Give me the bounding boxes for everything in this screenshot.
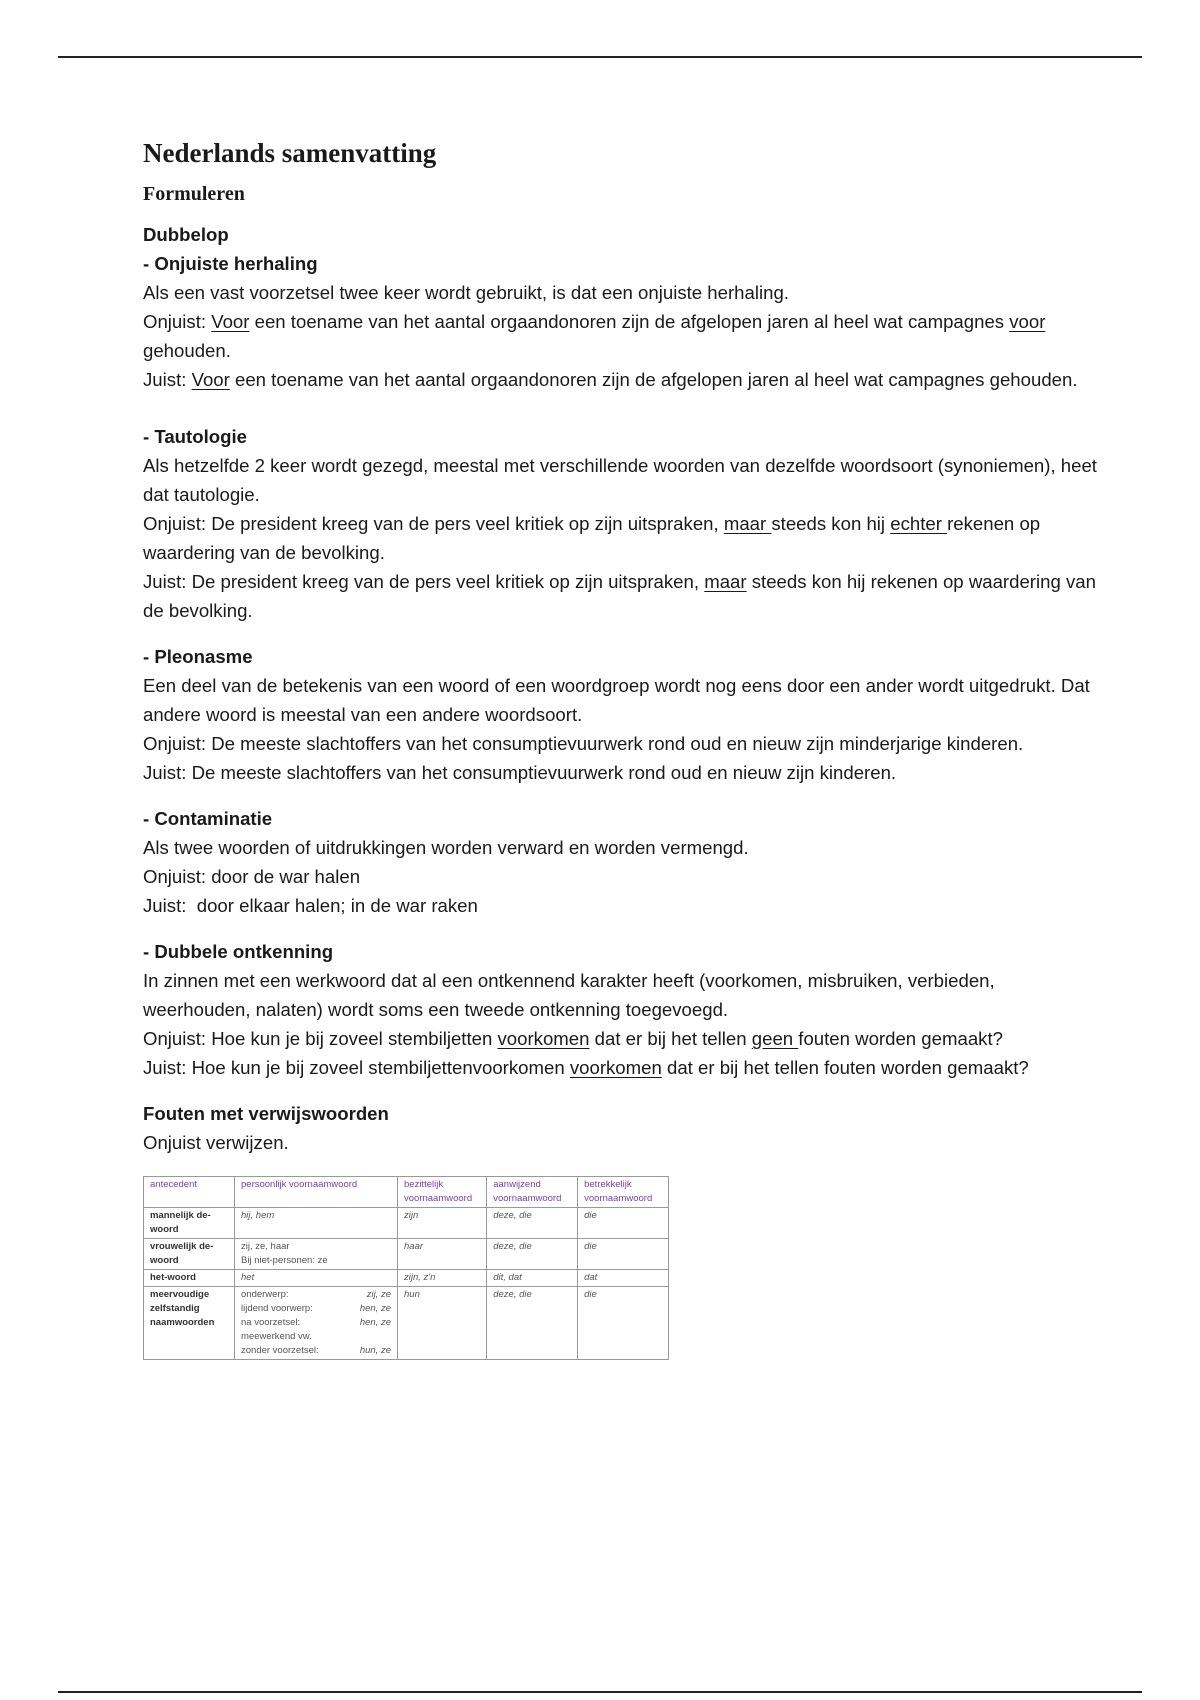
page-title: Nederlands samenvatting — [143, 138, 437, 168]
table-header: antecedent — [144, 1177, 235, 1208]
table-header: aanwijzend voornaamwoord — [487, 1177, 578, 1208]
topic-heading-onjuiste-herhaling: - Onjuiste herhaling — [143, 253, 318, 274]
table-cell: deze, die — [487, 1287, 578, 1360]
table-header: bezittelijk voornaamwoord — [398, 1177, 487, 1208]
table-cell: haar — [398, 1239, 487, 1270]
example-wrong-herhaling: Onjuist: Voor een toename van het aantal orgaandonoren zijn de afgelopen jaren al heel wat campagnes voor gehouden. — [143, 311, 1046, 361]
subsection-heading-dubbelop: Dubbelop — [143, 224, 229, 245]
table-cell: zijn — [398, 1208, 487, 1239]
table-header: betrekkelijk voornaamwoord — [578, 1177, 669, 1208]
table-cell: die — [578, 1239, 669, 1270]
topic-heading-tautologie: - Tautologie — [143, 426, 247, 447]
table-cell: vrouwelijk de-woord — [144, 1239, 235, 1270]
table-row — [144, 1270, 669, 1287]
document-body — [143, 138, 1103, 1360]
table-cell: meervoudige zelfstandig naamwoorden — [144, 1287, 235, 1360]
table-cell: dit, dat — [487, 1270, 578, 1287]
definition-onjuiste-herhaling: Als een vast voorzetsel twee keer wordt gebruikt, is dat een onjuiste herhaling. — [143, 282, 789, 303]
table-cell: dat — [578, 1270, 669, 1287]
definition-dubbele-ontkenning: In zinnen met een werkwoord dat al een ontkennend karakter heeft (voorkomen, misbruiken, verbieden, weerhouden, nalaten) wordt soms een tweede ontkenning toegevoegd. — [143, 970, 995, 1020]
example-right-herhaling: Juist: Voor een toename van het aantal orgaandonoren zijn de afgelopen jaren al heel wat campagnes gehouden. — [143, 369, 1078, 390]
example-right-tautologie: Juist: De president kreeg van de pers veel kritiek op zijn uitspraken, maar steeds kon hij rekenen op waardering van de bevolking. — [143, 571, 1096, 621]
topic-heading-contaminatie: - Contaminatie — [143, 808, 273, 829]
table-row — [144, 1239, 669, 1270]
table-cell: mannelijk de-woord — [144, 1208, 235, 1239]
topic-heading-dubbele-ontkenning: - Dubbele ontkenning — [143, 941, 334, 962]
topic-heading-pleonasme: - Pleonasme — [143, 646, 253, 667]
example-right-ontkenning: Juist: Hoe kun je bij zoveel stembiljettenvoorkomen voorkomen dat er bij het tellen fouten worden gemaakt? — [143, 1057, 1029, 1078]
table-header: persoonlijk voornaamwoord — [235, 1177, 398, 1208]
example-wrong-contaminatie: Onjuist: door de war halen — [143, 866, 361, 887]
table-row — [144, 1287, 669, 1360]
table-cell: hij, hem — [235, 1208, 398, 1239]
bottom-rule — [58, 1691, 1142, 1693]
definition-pleonasme: Een deel van de betekenis van een woord of een woordgroep wordt nog eens door een ander wordt uitgedrukt. Dat andere woord is meestal van een andere woordsoort. — [143, 675, 1090, 725]
definition-tautologie: Als hetzelfde 2 keer wordt gezegd, meestal met verschillende woorden van dezelfde woordsoort (synoniemen), heet dat tautologie. — [143, 455, 1097, 505]
top-rule — [58, 56, 1142, 58]
definition-contaminatie: Als twee woorden of uitdrukkingen worden verward en worden vermengd. — [143, 837, 749, 858]
table-header-row — [144, 1177, 669, 1208]
verwijswoorden-table — [143, 1176, 669, 1360]
table-cell: het — [235, 1270, 398, 1287]
table-cell: zij, ze, haar Bij niet-personen: ze — [235, 1239, 398, 1270]
subsection-heading-verwijswoorden: Fouten met verwijswoorden — [143, 1103, 389, 1124]
example-wrong-ontkenning: Onjuist: Hoe kun je bij zoveel stembiljetten voorkomen dat er bij het tellen geen fouten worden gemaakt? — [143, 1028, 1003, 1049]
table-cell: die — [578, 1208, 669, 1239]
table-cell: het-woord — [144, 1270, 235, 1287]
section-heading: Formuleren — [143, 183, 245, 205]
table-cell: onderwerp: zij, ze lijdend voorwerp: hen, ze na voorzetsel: hen, ze meewerkend vw. zonder voorzetsel: hun, ze — [235, 1287, 398, 1360]
table-cell: zijn, z'n — [398, 1270, 487, 1287]
table-row — [144, 1208, 669, 1239]
example-wrong-tautologie: Onjuist: De president kreeg van de pers veel kritiek op zijn uitspraken, maar steeds kon hij echter rekenen op waardering van de bevolking. — [143, 513, 1041, 563]
table-cell: deze, die — [487, 1239, 578, 1270]
example-right-pleonasme: Juist: De meeste slachtoffers van het consumptievuurwerk rond oud en nieuw zijn kinderen. — [143, 762, 897, 783]
table-cell: die — [578, 1287, 669, 1360]
table-cell: deze, die — [487, 1208, 578, 1239]
definition-verwijswoorden: Onjuist verwijzen. — [143, 1132, 289, 1153]
table-cell: hun — [398, 1287, 487, 1360]
example-right-contaminatie: Juist: door elkaar halen; in de war raken — [143, 895, 478, 916]
example-wrong-pleonasme: Onjuist: De meeste slachtoffers van het consumptievuurwerk rond oud en nieuw zijn minderjarige kinderen. — [143, 733, 1024, 754]
